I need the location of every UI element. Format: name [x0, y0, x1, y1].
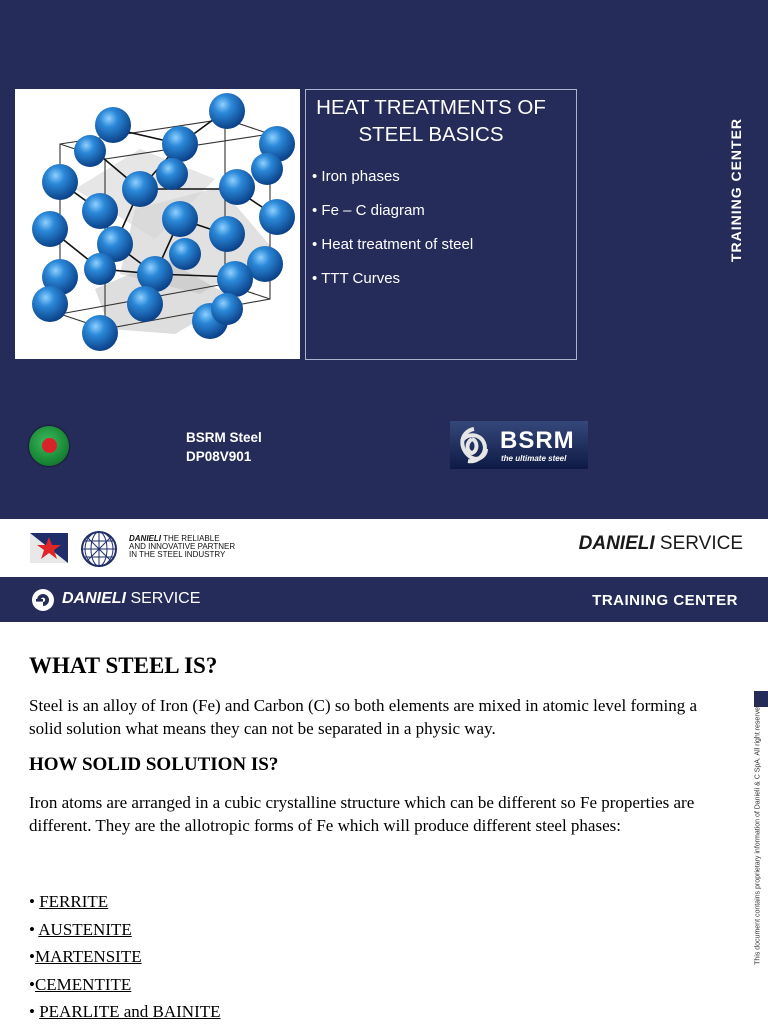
- solid-solution-text: Iron atoms are arranged in a cubic crystalline structure which can be different so Fe properties are different. They are the allotropic forms of Fe which will produce different steel phases:: [29, 793, 695, 835]
- phase-link-austenite[interactable]: AUSTENITE: [38, 919, 132, 939]
- flag-red-disc: [42, 438, 57, 453]
- phase-link-cementite[interactable]: CEMENTITE: [34, 974, 132, 994]
- bullet: •: [29, 974, 35, 994]
- section-title: WHAT STEEL IS?: [29, 653, 218, 678]
- partner-line-2: AND INNOVATIVE PARTNER: [129, 542, 236, 551]
- partner-brand: DANIELI: [129, 534, 161, 543]
- content-slide: [0, 622, 768, 1024]
- danieli-service-wordmark: [579, 533, 743, 555]
- bsrm-logo: [450, 421, 588, 469]
- bar-brand: DANIELI: [62, 590, 126, 607]
- partner-line-3: IN THE STEEL INDUSTRY: [129, 550, 226, 559]
- client-name: BSRM Steel: [186, 430, 262, 445]
- bar-service: SERVICE: [130, 590, 201, 607]
- crystal-structure-image: [15, 89, 300, 359]
- title-box: [305, 89, 577, 360]
- bullet: •: [29, 919, 39, 939]
- training-center-vertical-label: TRAINING CENTER: [728, 117, 744, 263]
- bangladesh-flag-icon: [29, 426, 69, 466]
- bullet: •: [29, 1002, 40, 1021]
- topic-list: [312, 168, 576, 287]
- list-item: [29, 1002, 221, 1030]
- copyright-notice: This document contains proprietary information of Danieli & C SpA. All right reserved.: [754, 701, 762, 965]
- bsrm-logo-text: BSRM: [500, 427, 575, 454]
- logo-strip: [0, 519, 768, 577]
- topic-item: • Iron phases: [312, 168, 400, 185]
- danieli-logo-icon: [31, 588, 55, 612]
- partner-line-1: THE RELIABLE: [163, 534, 220, 543]
- danieli-brand: DANIELI: [578, 533, 655, 554]
- training-center-label: TRAINING CENTER: [592, 592, 738, 609]
- phase-link-pearlite-bainite[interactable]: PEARLITE and BAINITE: [39, 1002, 221, 1021]
- list-item: [29, 975, 221, 1003]
- topic-item: • Fe – C diagram: [312, 202, 425, 219]
- phase-link-ferrite[interactable]: FERRITE: [39, 892, 109, 911]
- topic-item: • TTT Curves: [312, 270, 401, 287]
- bsrm-knot-icon: [450, 421, 496, 469]
- service-word: SERVICE: [659, 533, 743, 554]
- list-item: [29, 947, 221, 975]
- doc-code: DP08V901: [186, 449, 252, 464]
- slide-header-bar: [0, 577, 768, 622]
- list-item: [29, 892, 221, 920]
- client-info: [186, 428, 262, 466]
- slide-title: HEAT TREATMENTS OF STEEL BASICS: [316, 96, 546, 146]
- bullet: •: [29, 892, 40, 911]
- section-subtitle: HOW SOLID SOLUTION IS?: [29, 754, 279, 775]
- globe-logo-icon: [80, 530, 118, 568]
- steel-definition-text: Steel is an alloy of Iron (Fe) and Carbon (C) so both elements are mixed in atomic level forming a solid solution what means they can not be separated in a physic way.: [29, 696, 698, 738]
- bullet: •: [29, 947, 35, 966]
- phase-link-martensite[interactable]: MARTENSITE: [34, 947, 142, 966]
- topic-item: • Heat treatment of steel: [312, 236, 474, 253]
- star-logo-icon: [30, 533, 68, 563]
- danieli-service-label: [62, 590, 200, 608]
- partner-tagline: [129, 535, 235, 559]
- list-item: [29, 920, 221, 948]
- steel-phases-list: [29, 892, 221, 1030]
- bsrm-tagline: the ultimate steel: [501, 454, 567, 463]
